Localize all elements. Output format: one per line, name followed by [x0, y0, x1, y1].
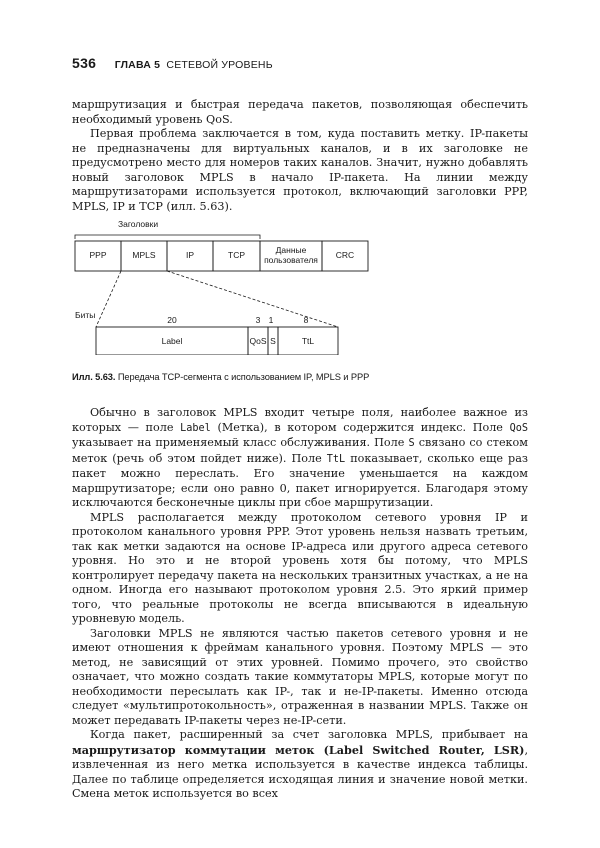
- paragraph-2: Первая проблема заключается в том, куда поставить метку. IP-пакеты не предназначены для виртуальных каналов, и в их заголовке не предусмотрено место для номеров таких каналов. Значит, нужно добавлять новый заголовок MPLS в начало IP-пакета. На линии между маршрутизаторами используется протокол, включающий заголовки PPP, MPLS, IP и TCP (илл. 5.63).: [72, 127, 528, 213]
- field-mpls-label: MPLS: [132, 250, 156, 260]
- field-ppp-label: PPP: [89, 250, 107, 260]
- term-lsr: маршрутизатор коммутации меток (Label Switched Router, LSR): [72, 742, 525, 757]
- intro-text: [72, 98, 528, 214]
- field-tcp-label: TCP: [228, 250, 245, 260]
- packet-row: [75, 241, 368, 271]
- figure-5-63: [0, 215, 600, 355]
- p6-text-b: , извлеченная из него метка используется в качестве индекса таблицы. Далее по таблице определяется исходящая линия и значение новой метки. Смена меток используется во всех: [72, 743, 528, 800]
- code-ttl: TtL: [326, 453, 346, 465]
- bits-label: Биты: [75, 310, 96, 320]
- p3-text-c: указывает на применяемый класс обслуживания. Поле: [72, 436, 409, 449]
- bits-label-1: 1: [268, 315, 274, 325]
- p3-text-e: показывает, сколько еще раз пакет можно переслать. Его значение уменьшается на каждом маршрутизаторе; если оно равно 0, пакет игнорируется. Благодаря этому исключаются бесконечные циклы при сбое маршрутизации.: [72, 451, 528, 509]
- headers-label: Заголовки: [118, 219, 159, 229]
- paragraph-3: [72, 406, 528, 511]
- paragraph-4: MPLS располагается между протоколом сетевого уровня IP и протоколом канального уровня PPP. Этот уровень нельзя назвать третьим, так как метки задаются на основе IP-адреса или другого адреса сетевого уровня. Но это и не второй уровень хотя бы потому, что MPLS контролирует передачу пакета на нескольких транзитных участках, а не на одном. Иногда его называют протоколом уровня 2.5. Это яркий пример того, что реальные протоколы не всегда вписываются в идеальную уровневую модель.: [72, 510, 528, 625]
- bits-label-3: 3: [255, 315, 261, 325]
- chapter-number: ГЛАВА 5: [114, 59, 161, 71]
- code-qos: QoS: [509, 422, 528, 434]
- p6-text-a: Когда пакет, расширенный за счет заголовка MPLS, прибывает на: [90, 728, 528, 741]
- mpls-field-ttl-text: TtL: [301, 336, 315, 346]
- mpls-field-qos-text: QoS: [249, 336, 267, 346]
- bits-label-8: 8: [303, 315, 309, 325]
- code-s: S: [408, 438, 415, 449]
- paragraph-5: Заголовки MPLS не являются частью пакетов сетевого уровня и не имеют отношения к фреймам канального уровня. Поэтому MPLS — это метод, не зависящий от этих уровней. Помимо прочего, это свойство означает, что можно создать такие коммутаторы MPLS, которые могут по необходимости пересылать как IP-, так и не-IP-пакеты. Именно отсюда следует «мультипротокольность», отраженная в названии MPLS. Также он может передавать IP-пакеты через не-IP-сети.: [72, 626, 528, 727]
- field-crc-label: CRC: [335, 250, 355, 260]
- code-label: Label: [180, 422, 211, 434]
- running-header: [72, 55, 273, 73]
- mpls-field-label-text: Label: [161, 336, 183, 346]
- p3-text-d: связано со стеком меток (речь об этом пойдет ниже). Поле: [72, 436, 528, 465]
- caption-text: Передача TCP-сегмента с использованием IP, MPLS и PPP: [117, 372, 370, 382]
- body-text: [72, 406, 528, 802]
- paragraph-6: [72, 728, 528, 802]
- p3-text-b: (Метка), в котором содержится индекс. Поле: [210, 420, 510, 434]
- page-number: 536: [72, 55, 97, 71]
- p3-text-a: Обычно в заголовок MPLS входит четыре поля, наиболее важное из которых — поле: [72, 406, 528, 434]
- field-user-data-label: Данные пользователя: [264, 245, 318, 265]
- chapter-header: [115, 59, 273, 71]
- figure-caption: [72, 372, 369, 382]
- mpls-header-row: [96, 327, 338, 355]
- expand-line-right: [167, 271, 338, 327]
- headers-bracket: [75, 235, 260, 239]
- expand-line-left: [96, 271, 121, 327]
- bits-label-20: 20: [167, 315, 177, 325]
- chapter-title: СЕТЕВОЙ УРОВЕНЬ: [166, 59, 273, 71]
- field-ip-label: IP: [185, 250, 195, 260]
- paragraph-1: маршрутизация и быстрая передача пакетов, позволяющая обеспечить необходимый уровень QoS.: [72, 98, 528, 126]
- mpls-field-s-text: S: [270, 336, 276, 346]
- caption-number: Илл. 5.63.: [72, 372, 116, 382]
